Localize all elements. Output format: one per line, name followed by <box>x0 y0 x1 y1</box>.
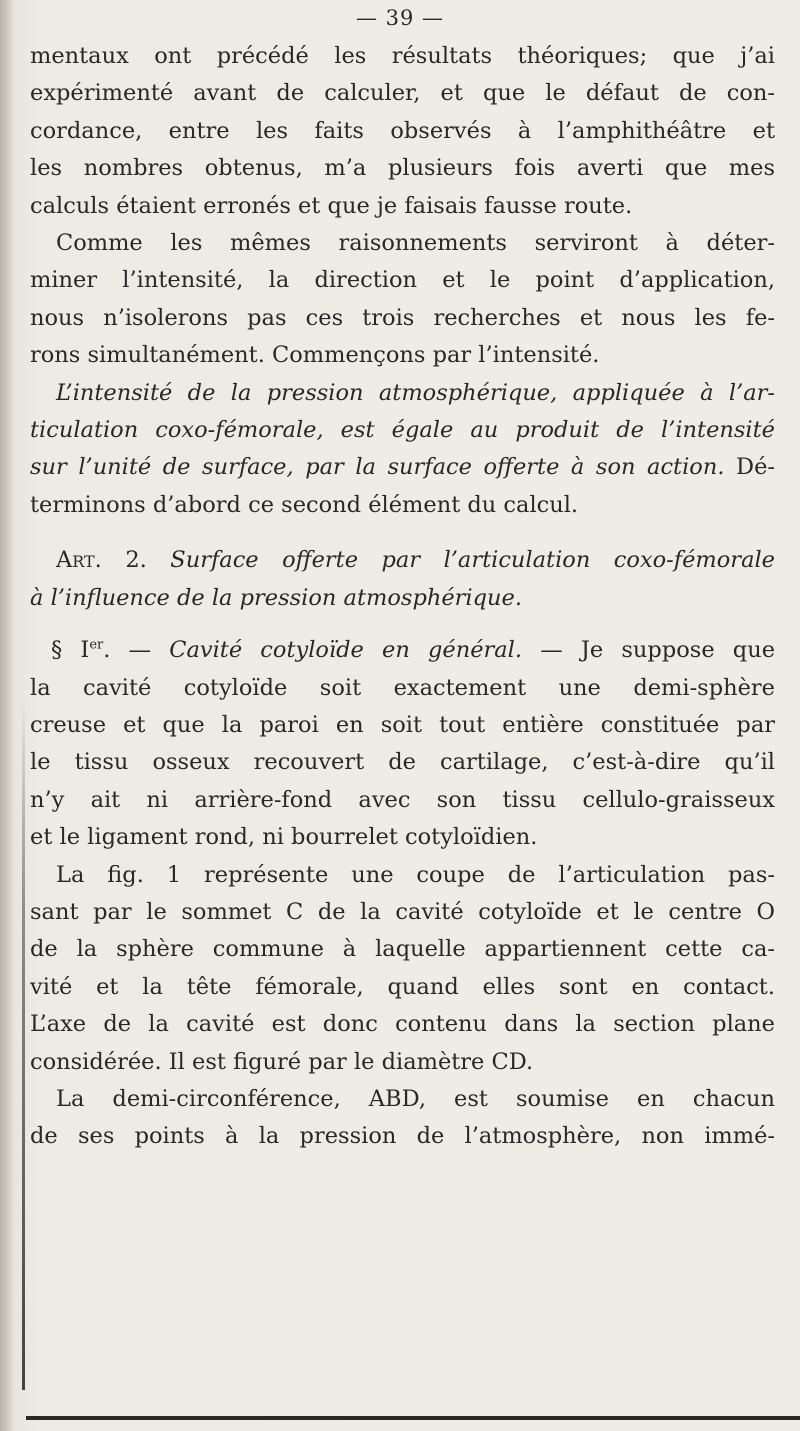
text-line: le tissu osseux recouvert de cartilage, c’est-à-dire qu’il <box>30 749 775 776</box>
page-number: — 39 — <box>355 6 445 30</box>
text-line: les nombres obtenus, m’a plusieurs fois averti que mes <box>30 155 775 182</box>
text-line: rons simultanément. Commençons par l’intensité. <box>30 342 600 369</box>
text-line: La fig. 1 représente une coupe de l’articulation pas- <box>56 861 775 888</box>
binding-shadow <box>0 0 14 1431</box>
text-line: nous n’isolerons pas ces trois recherches et nous les fe- <box>30 304 775 331</box>
section-dash: . — <box>103 637 170 664</box>
text-line: n’y ait ni arrière-fond avec son tissu cellulo-graisseux <box>30 786 775 813</box>
italic-text: sur l’unité de surface, par la surface offerte à son action. <box>30 454 725 481</box>
section-general <box>30 632 775 856</box>
section-text: — Je suppose que <box>522 637 776 664</box>
article-heading <box>30 542 775 617</box>
text-line: expérimenté avant de calculer, et que le défaut de con- <box>30 80 775 107</box>
text-line: vité et la tête fémorale, quand elles sont en contact. <box>30 973 775 1000</box>
italic-line: L’intensité de la pression atmosphérique, appliquée à l’ar- <box>56 379 775 406</box>
text-line: miner l’intensité, la direction et le point d’application, <box>30 267 775 294</box>
body-text <box>30 38 775 1156</box>
text-line: de la sphère commune à laquelle appartiennent cette ca- <box>30 936 775 963</box>
section-sign: § I <box>51 637 90 664</box>
text-line: mentaux ont précédé les résultats théoriques; que j’ai <box>30 43 775 69</box>
text-line: sant par le sommet C de la cavité cotyloïde et le centre O <box>30 898 775 925</box>
paragraph-method <box>30 225 775 375</box>
mixed-line <box>30 449 775 486</box>
roman-text: Dé- <box>736 454 776 481</box>
text-line: cordance, entre les faits observés à l’amphithéâtre et <box>30 117 775 144</box>
article-title-line: à l’influence de la pression atmosphérique. <box>30 584 522 611</box>
text-line: creuse et que la paroi en soit tout entière constituée par <box>30 711 775 738</box>
italic-line: ticulation coxo-fémorale, est égale au produit de l’intensité <box>30 417 775 444</box>
article-title-line <box>30 542 775 579</box>
text-line: Comme les mêmes raisonnements serviront à déter- <box>56 230 775 257</box>
margin-rule <box>22 700 25 1390</box>
paragraph-statement <box>30 375 775 525</box>
section-sup: er <box>89 637 104 653</box>
text-line: calculs étaient erronés et que je faisais fausse route. <box>30 192 633 219</box>
article-label: Art. 2. <box>56 547 147 574</box>
paragraph-figure <box>30 857 775 1081</box>
section-title: Cavité cotyloïde en général. <box>169 637 523 664</box>
text-line: La demi-circonférence, ABD, est soumise en chacun <box>56 1085 775 1112</box>
paragraph-continuation <box>30 38 775 225</box>
text-line: considérée. Il est figuré par le diamètre CD. <box>30 1048 534 1075</box>
text-line: et le ligament rond, ni bourrelet cotyloïdien. <box>30 824 538 851</box>
text-line: la cavité cotyloïde soit exactement une demi-sphère <box>30 674 775 701</box>
paragraph-semicircle <box>30 1081 775 1156</box>
text-line: L’axe de la cavité est donc contenu dans la section plane <box>30 1011 775 1038</box>
page-bottom-edge <box>26 1416 800 1420</box>
article-title: Surface offerte par l’articulation coxo-fémorale <box>170 547 775 574</box>
section-heading-line <box>30 632 775 669</box>
text-line: terminons d’abord ce second élément du calcul. <box>30 491 579 518</box>
text-line: de ses points à la pression de l’atmosphère, non immé- <box>30 1123 775 1150</box>
